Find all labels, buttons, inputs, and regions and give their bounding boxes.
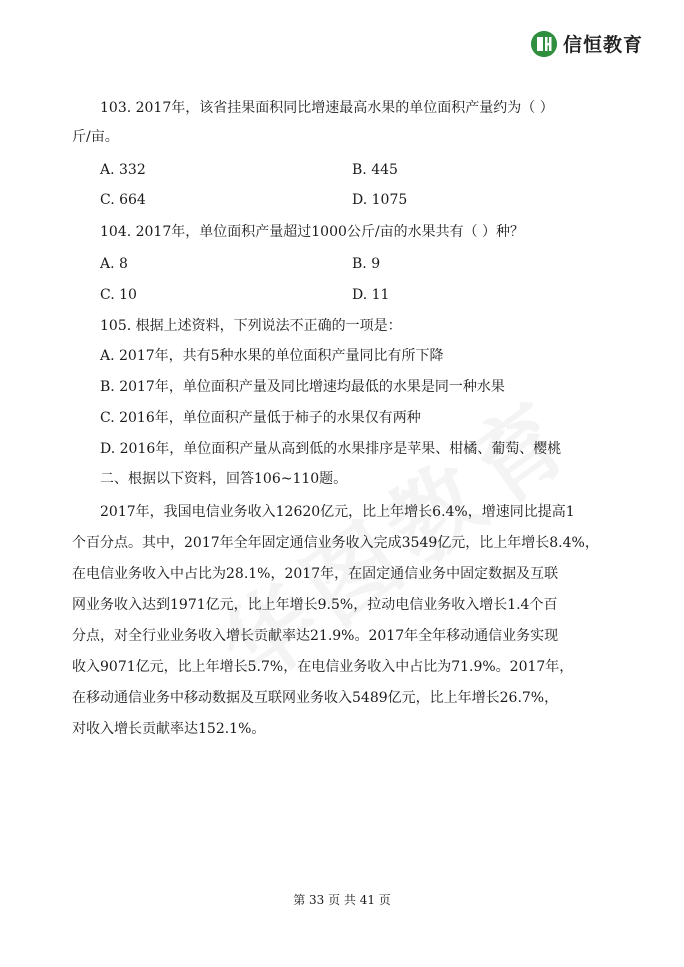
q103-option-d: D. 1075 <box>352 192 408 208</box>
q104-option-c: C. 10 <box>100 287 137 303</box>
q104-option-d: D. 11 <box>352 287 390 303</box>
paragraph-line: 2017年，我国电信业务收入12620亿元，比上年增长6.4%，增速同比提高1 <box>100 504 575 520</box>
q103-option-a: A. 332 <box>100 162 146 178</box>
section-heading: 二、根据以下资料，回答106~110题。 <box>100 471 348 487</box>
q104-stem: 104. 2017年，单位面积产量超过1000公斤/亩的水果共有（ ）种？ <box>100 224 525 240</box>
q103-stem-line2: 斤/亩。 <box>72 129 119 145</box>
q104-option-a: A. 8 <box>100 256 128 272</box>
q104-option-b: B. 9 <box>352 256 381 272</box>
paragraph-line: 在电信业务收入中占比为28.1%，2017年，在固定通信业务中固定数据及互联 <box>72 566 559 582</box>
paragraph-line: 在移动通信业务中移动数据及互联网业务收入5489亿元，比上年增长26.7%， <box>72 690 559 706</box>
q103-option-c: C. 664 <box>100 192 146 208</box>
paragraph-line: 对收入增长贡献率达152.1%。 <box>72 721 266 737</box>
paragraph-line: 网业务收入达到1971亿元，比上年增长9.5%，拉动电信业务收入增长1.4个百 <box>72 597 558 613</box>
brand-logo <box>531 30 643 57</box>
q103-stem-line1: 103. 2017年，该省挂果面积同比增速最高水果的单位面积产量约为（ ） <box>100 100 554 116</box>
q105-option-a: A. 2017年，共有5种水果的单位面积产量同比有所下降 <box>100 348 444 364</box>
q105-option-b: B. 2017年，单位面积产量及同比增速均最低的水果是同一种水果 <box>100 379 505 395</box>
paragraph-line: 分点，对全行业业务收入增长贡献率达21.9%。2017年全年移动通信业务实现 <box>72 628 559 644</box>
paragraph-line: 收入9071亿元，比上年增长5.7%，在电信业务收入中占比为71.9%。2017年， <box>72 659 574 675</box>
q105-stem: 105. 根据上述资料，下列说法不正确的一项是： <box>100 318 402 334</box>
logo-text: 信恒教育 <box>563 34 644 56</box>
page-number: 第 33 页 共 41 页 <box>293 893 391 907</box>
q103-option-b: B. 445 <box>352 162 398 178</box>
logo-emblem-icon <box>531 31 557 57</box>
q105-option-d: D. 2016年，单位面积产量从高到低的水果排序是苹果、柑橘、葡萄、樱桃 <box>100 441 562 457</box>
q105-option-c: C. 2016年，单位面积产量低于柿子的水果仅有两种 <box>100 410 421 426</box>
paragraph-line: 个百分点。其中，2017年全年固定通信业务收入完成3549亿元，比上年增长8.4%， <box>72 535 599 551</box>
